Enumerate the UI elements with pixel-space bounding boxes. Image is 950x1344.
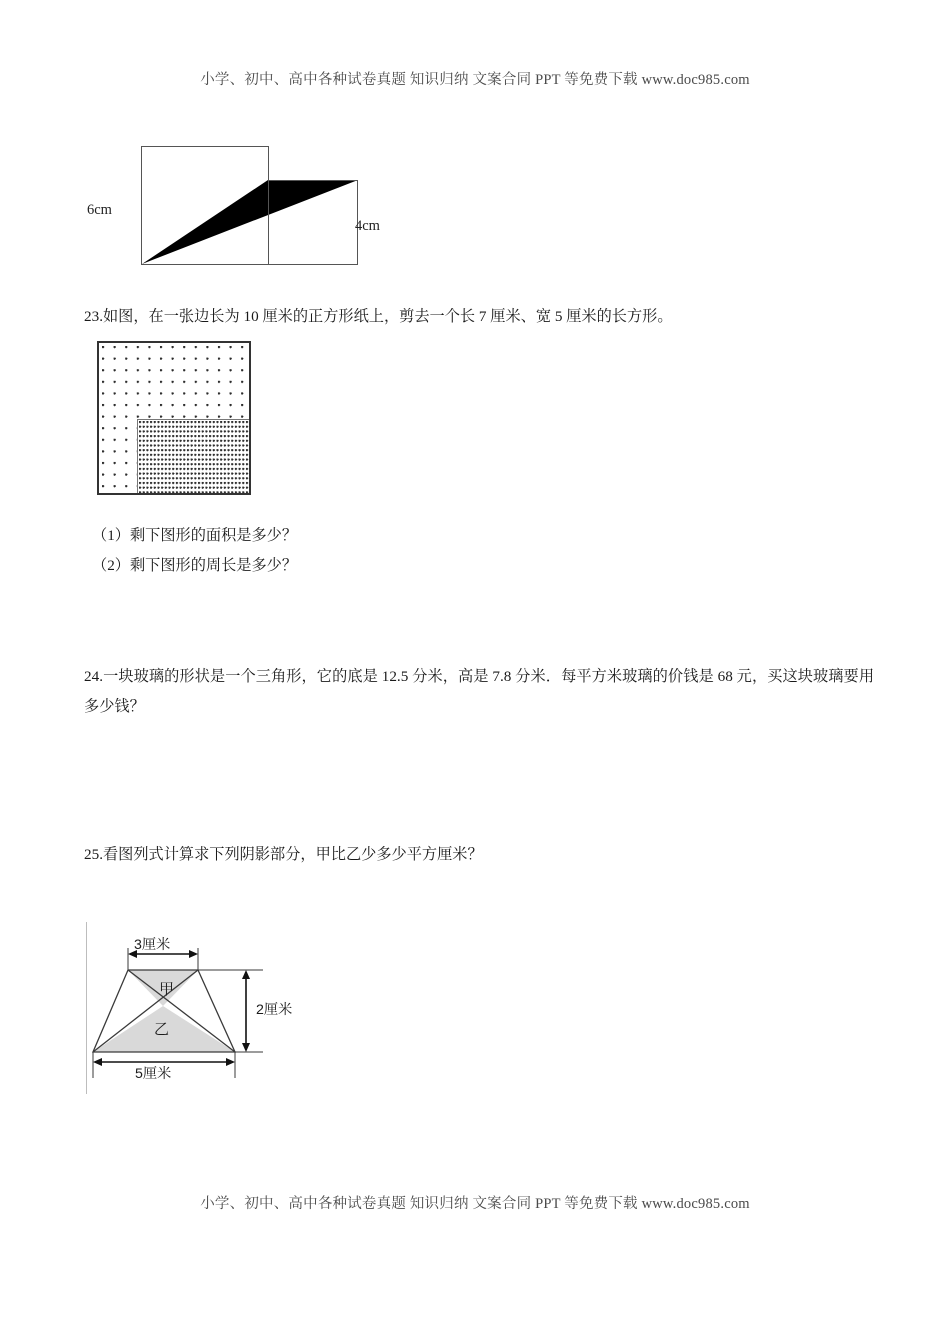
square-left-6cm [141, 146, 269, 265]
dimension-label-left: 6cm [87, 202, 112, 218]
trapezoid-region-label-yi: 乙 [154, 1021, 170, 1038]
trapezoid-bottom-dimension-label: 5厘米 [135, 1066, 172, 1082]
trapezoid-region-label-jia: 甲 [159, 981, 175, 998]
question-23-sub-1: （1）剩下图形的面积是多少？ [92, 527, 298, 544]
footer-watermark: 小学、初中、高中各种试卷真题 知识归纳 文案合同 PPT 等免费下载 www.doc985.com [200, 1196, 750, 1212]
trapezoid-top-dimension-label: 3厘米 [134, 937, 171, 953]
question-25-text: 25.看图列式计算求下列阴影部分，甲比乙少多少平方厘米？ [84, 846, 483, 863]
trapezoid-diagram-icon [78, 918, 338, 1098]
figure-two-squares-triangle [70, 130, 410, 280]
figure-dotted-square [97, 341, 251, 495]
question-24-text: 24.一块玻璃的形状是一个三角形，它的底是 12.5 分米，高是 7.8 分米．每平方米玻璃的价钱是 68 元，买这块玻璃要用多少钱？ [84, 668, 874, 715]
square-right-4cm [268, 180, 358, 265]
cut-rectangle-region [137, 419, 249, 493]
header-watermark: 小学、初中、高中各种试卷真题 知识归纳 文案合同 PPT 等免费下载 www.doc985.com [200, 72, 750, 88]
figure-trapezoid [78, 918, 338, 1098]
dimension-label-right: 4cm [355, 218, 380, 234]
question-23-text: 23.如图，在一张边长为 10 厘米的正方形纸上，剪去一个长 7 厘米、宽 5 厘米的长方形。 [84, 308, 673, 325]
trapezoid-height-dimension-label: 2厘米 [256, 1002, 293, 1018]
question-23-sub-2: （2）剩下图形的周长是多少？ [92, 557, 298, 574]
